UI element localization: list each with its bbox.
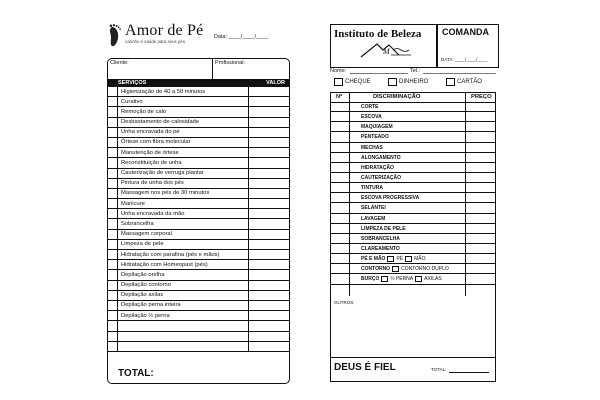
table-row xyxy=(108,281,289,291)
table-row xyxy=(331,153,495,163)
table-row xyxy=(331,214,495,224)
checkbox[interactable] xyxy=(108,138,118,147)
table-row xyxy=(331,112,495,122)
checkbox[interactable] xyxy=(108,189,118,198)
table-row xyxy=(108,148,289,158)
checkbox[interactable] xyxy=(387,256,394,262)
col-services: SERVIÇOS xyxy=(118,79,147,86)
table-row xyxy=(331,183,495,193)
service-label: Massagem nos pés de 30 minutos xyxy=(121,190,210,197)
foot-icon xyxy=(107,24,123,48)
divider xyxy=(331,357,495,358)
name-field[interactable] xyxy=(350,73,408,74)
table-row xyxy=(108,230,289,240)
outros-label: OUTROS: xyxy=(334,300,355,305)
table-row xyxy=(331,102,495,112)
table-row xyxy=(331,274,495,284)
svg-text:M: M xyxy=(383,47,390,56)
value-cell[interactable] xyxy=(248,87,249,96)
service-label: Depilação perna inteira xyxy=(121,302,181,309)
table-row xyxy=(108,250,289,260)
value-cell[interactable] xyxy=(248,158,249,167)
tel-field[interactable] xyxy=(423,73,496,74)
table-row xyxy=(108,219,289,229)
date-field[interactable]: DATA: ____/____/____ xyxy=(441,57,488,62)
service-rows xyxy=(108,87,289,352)
value-cell[interactable] xyxy=(248,311,249,320)
service-label: SELANTEI xyxy=(361,205,386,212)
brand-logo xyxy=(107,22,207,54)
checkbox[interactable] xyxy=(108,148,118,157)
table-row xyxy=(331,254,495,264)
table-row xyxy=(108,118,289,128)
service-label: PENTEADO xyxy=(361,134,389,141)
value-cell[interactable] xyxy=(248,240,249,249)
value-cell[interactable] xyxy=(248,219,249,228)
value-cell[interactable] xyxy=(248,270,249,279)
checkbox[interactable] xyxy=(108,240,118,249)
service-label: CAUTERIZAÇÃO xyxy=(361,174,401,181)
service-label: Unha encravada da mão xyxy=(121,210,185,217)
table-row xyxy=(108,311,289,321)
divider xyxy=(212,59,213,79)
services-table xyxy=(330,92,496,382)
tel-label: Tel.: xyxy=(410,68,421,74)
value-cell[interactable] xyxy=(248,107,249,116)
table-row xyxy=(108,260,289,270)
service-label: Limpeza de pele xyxy=(121,241,164,248)
mountain-logo-icon xyxy=(359,41,414,59)
value-cell[interactable] xyxy=(248,281,249,290)
checkbox[interactable] xyxy=(108,179,118,188)
table-row xyxy=(331,244,495,254)
service-label: Desbastamento de calosidade xyxy=(121,119,199,126)
service-label: Depilação ½ perna xyxy=(121,312,170,319)
service-label: Manicure xyxy=(121,200,145,207)
checkbox[interactable] xyxy=(415,276,422,282)
checkbox[interactable] xyxy=(108,332,118,341)
table-row xyxy=(108,158,289,168)
option-label: PÉ xyxy=(396,256,404,263)
service-label: ESCOVA xyxy=(361,114,382,121)
service-label: Depilação contorno xyxy=(121,282,171,289)
checkbox[interactable] xyxy=(108,250,118,259)
checkbox[interactable] xyxy=(108,97,118,106)
option-label: ½ PERNA xyxy=(390,276,414,283)
table-row xyxy=(331,163,495,173)
brand-title: Amor de Pé xyxy=(125,22,204,39)
value-cell[interactable] xyxy=(248,179,249,188)
service-label: MECHAS xyxy=(361,144,383,151)
option-label: CONTORNO DUPLO xyxy=(401,266,449,273)
service-rows xyxy=(331,102,495,285)
checkbox[interactable] xyxy=(108,209,118,218)
service-label: LIMPEZA DE PELE xyxy=(361,225,406,232)
checkbox[interactable] xyxy=(108,260,118,269)
service-label: Sobrancelha xyxy=(121,220,154,227)
value-cell[interactable] xyxy=(248,128,249,137)
value-cell[interactable] xyxy=(248,209,249,218)
table-row xyxy=(331,132,495,142)
payment-label: DINHEIRO xyxy=(399,79,429,85)
service-label: Massagem corporal xyxy=(121,231,172,238)
service-label: BURÇO xyxy=(361,276,380,283)
name-label: Nome: xyxy=(330,68,347,74)
checkbox[interactable] xyxy=(381,276,388,282)
table-row xyxy=(108,270,289,280)
service-label: LAVAGEM xyxy=(361,215,386,222)
col-description: DISCRIMINAÇÃO xyxy=(373,94,421,100)
table-row xyxy=(331,203,495,213)
checkbox[interactable] xyxy=(108,270,118,279)
table-row xyxy=(331,173,495,183)
payment-dinheiro[interactable] xyxy=(388,78,428,86)
service-label: ALONGAMENTO xyxy=(361,154,401,161)
total-label: TOTAL: xyxy=(118,368,154,379)
table-row xyxy=(108,169,289,179)
service-label: Cauterização de verruga plantar xyxy=(121,170,204,176)
table-row xyxy=(331,234,495,244)
service-label: MAQUIAGEM xyxy=(361,124,393,131)
service-label: CLAREAMENTO xyxy=(361,245,400,252)
service-label: PÉ E MÃO xyxy=(361,256,386,263)
total-label: TOTAL: xyxy=(431,367,447,372)
service-label: HIDRATAÇÃO xyxy=(361,164,394,171)
payment-cartao[interactable] xyxy=(446,78,482,86)
brand-subtitle: carinho e saúde para seus pés xyxy=(125,39,186,44)
checkbox[interactable] xyxy=(108,342,118,351)
payment-label: CARTÃO xyxy=(457,79,482,85)
table-row xyxy=(331,122,495,132)
logo-box xyxy=(330,24,437,68)
payment-label: CHEQUE xyxy=(345,79,371,85)
checkbox[interactable] xyxy=(108,128,118,137)
footer-title: DEUS É FIEL xyxy=(334,362,396,373)
combo-row xyxy=(361,276,442,282)
checkbox[interactable] xyxy=(108,321,118,330)
value-cell[interactable] xyxy=(248,321,249,330)
table-row xyxy=(331,264,495,274)
combo-row xyxy=(361,266,449,272)
service-label: ESCOVA PROGRESSIVA xyxy=(361,195,420,202)
value-cell[interactable] xyxy=(248,138,249,147)
checkbox[interactable] xyxy=(108,219,118,228)
checkbox[interactable] xyxy=(108,230,118,239)
checkbox[interactable] xyxy=(405,256,412,262)
logo-title: Instituto de Beleza xyxy=(334,28,422,40)
service-label: CORTE xyxy=(361,104,379,110)
service-label: Higienização de 40 a 50 minutos xyxy=(121,88,206,95)
option-label: AXILAS xyxy=(424,276,442,283)
checkbox[interactable] xyxy=(108,301,118,310)
value-cell[interactable] xyxy=(248,291,249,300)
value-cell[interactable] xyxy=(248,342,249,351)
table-row xyxy=(108,321,289,331)
comanda-title: COMANDA xyxy=(442,27,489,37)
combo-row xyxy=(361,256,426,262)
professional-field[interactable]: Profissional: xyxy=(215,60,245,66)
value-cell[interactable] xyxy=(248,260,249,269)
table-row xyxy=(108,87,289,97)
table-row xyxy=(108,240,289,250)
option-label: MÃO xyxy=(414,256,426,263)
checkbox[interactable] xyxy=(108,107,118,116)
table-row xyxy=(108,97,289,107)
table-row xyxy=(331,143,495,153)
col-price: PREÇO xyxy=(471,94,492,100)
table-row xyxy=(331,224,495,234)
checkbox[interactable] xyxy=(108,281,118,290)
service-label: Unha encravada do pé xyxy=(121,129,180,136)
table-row xyxy=(331,193,495,203)
service-label: SOBRANCELHA xyxy=(361,235,400,242)
checkbox[interactable] xyxy=(334,78,343,86)
checkbox[interactable] xyxy=(392,266,399,272)
value-cell[interactable] xyxy=(248,332,249,341)
table-row xyxy=(108,138,289,148)
value-cell[interactable] xyxy=(248,148,249,157)
value-cell[interactable] xyxy=(248,97,249,106)
table-row xyxy=(108,179,289,189)
table-row xyxy=(108,332,289,342)
table-row xyxy=(108,128,289,138)
table-row xyxy=(108,291,289,301)
value-cell[interactable] xyxy=(248,169,249,178)
comanda-box xyxy=(437,24,499,68)
value-cell[interactable] xyxy=(248,199,249,208)
col-value: VALOR xyxy=(266,79,285,86)
value-cell[interactable] xyxy=(248,118,249,127)
checkbox[interactable] xyxy=(446,78,455,86)
service-label: Curativo xyxy=(121,98,143,105)
service-label: CONTORNO xyxy=(361,266,391,273)
date-field[interactable]: Data: ____/____/____ xyxy=(214,34,269,40)
service-label: Hidratação com parafina (pés e mãos) xyxy=(121,251,220,258)
total-field[interactable] xyxy=(449,372,489,373)
client-field[interactable]: Cliente: xyxy=(110,60,129,66)
checkbox[interactable] xyxy=(108,291,118,300)
table-row xyxy=(108,342,289,352)
table-header xyxy=(108,79,289,87)
service-label: Órtese com fibra molecular xyxy=(121,139,191,146)
services-form xyxy=(107,22,290,383)
payment-cheque[interactable] xyxy=(334,78,371,86)
service-label: Pintura de unha dos pés xyxy=(121,180,184,187)
checkbox[interactable] xyxy=(108,199,118,208)
service-label: Depilação orelha xyxy=(121,271,165,278)
checkbox[interactable] xyxy=(108,87,118,96)
client-row xyxy=(108,59,289,80)
table-row xyxy=(108,199,289,209)
table-row xyxy=(108,209,289,219)
value-cell[interactable] xyxy=(248,230,249,239)
comanda-form xyxy=(328,22,498,383)
service-label: Remoção de calo xyxy=(121,108,167,115)
checkbox[interactable] xyxy=(388,78,397,86)
service-label: TINTURA xyxy=(361,185,383,192)
value-cell[interactable] xyxy=(248,301,249,310)
service-label: Depilação axilas xyxy=(121,292,164,299)
table-row xyxy=(108,189,289,199)
service-label: Reconstituição de unha xyxy=(121,159,182,166)
value-cell[interactable] xyxy=(248,250,249,259)
col-number: Nº xyxy=(336,94,343,100)
table-row xyxy=(108,107,289,117)
checkbox[interactable] xyxy=(108,311,118,320)
checkbox[interactable] xyxy=(108,158,118,167)
checkbox[interactable] xyxy=(108,118,118,127)
service-label: Manutenção de órtese xyxy=(121,149,179,156)
value-cell[interactable] xyxy=(248,189,249,198)
service-label: Hidratação com Homeopast (pés) xyxy=(121,261,208,268)
table-row xyxy=(108,301,289,311)
checkbox[interactable] xyxy=(108,169,118,178)
services-table xyxy=(107,58,290,384)
